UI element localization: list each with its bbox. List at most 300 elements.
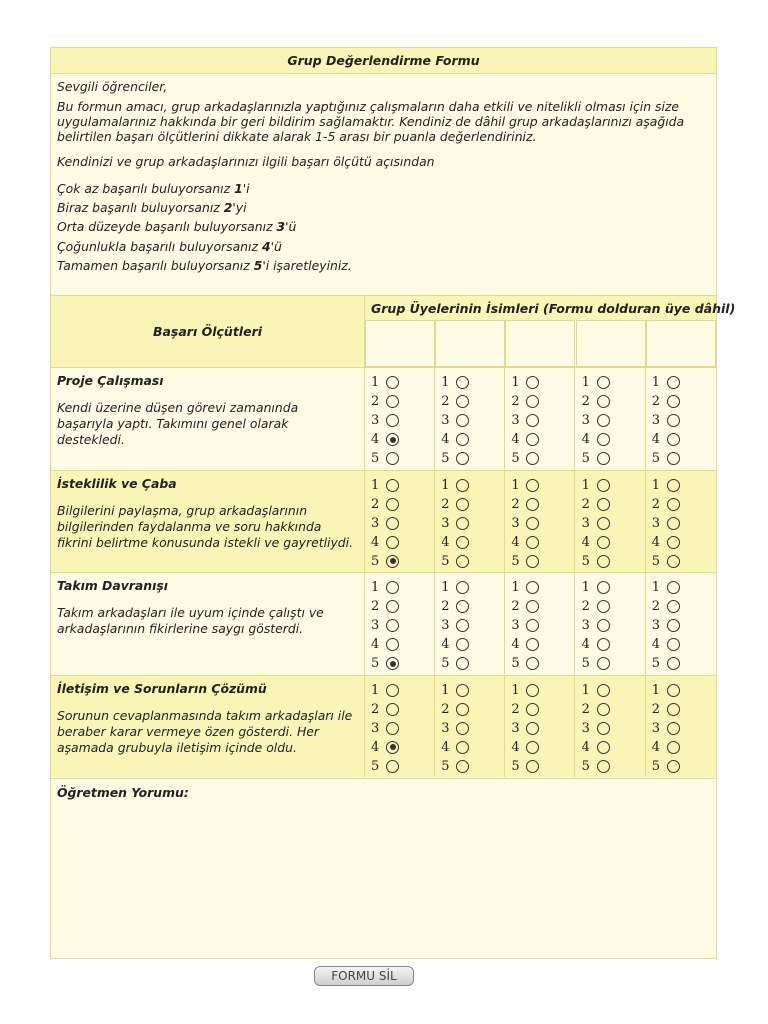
radio-button[interactable] <box>597 414 610 427</box>
rating-option[interactable] <box>652 373 680 392</box>
radio-button[interactable] <box>597 684 610 697</box>
radio-button[interactable] <box>667 555 680 568</box>
rating-group <box>435 573 505 674</box>
radio-button[interactable] <box>667 395 680 408</box>
radio-button[interactable] <box>667 722 680 735</box>
rating-number: 3 <box>441 515 450 531</box>
rating-number: 3 <box>371 413 380 428</box>
radio-button[interactable] <box>386 760 399 773</box>
rating-option[interactable] <box>511 719 539 738</box>
rating-option[interactable] <box>511 757 539 776</box>
rating-option[interactable] <box>371 597 399 616</box>
radio-button[interactable] <box>456 479 469 492</box>
rating-number: 1 <box>511 682 520 698</box>
radio-button[interactable] <box>526 376 539 389</box>
radio-button[interactable] <box>667 703 680 716</box>
rating-option[interactable] <box>652 449 680 468</box>
form-title: Grup Değerlendirme Formu <box>51 48 716 74</box>
radio-button[interactable] <box>667 433 680 446</box>
rating-group <box>505 676 575 777</box>
rating-number: 4 <box>651 739 661 755</box>
rating-option[interactable] <box>582 635 610 654</box>
rating-number: 4 <box>441 739 450 755</box>
rating-number: 1 <box>651 682 661 698</box>
radio-button[interactable] <box>456 722 469 735</box>
radio-button[interactable] <box>456 498 469 511</box>
rating-option[interactable] <box>652 681 680 700</box>
rating-option[interactable] <box>441 495 469 514</box>
radio-button[interactable] <box>456 760 469 773</box>
radio-button[interactable] <box>597 722 610 735</box>
radio-button[interactable] <box>526 722 539 735</box>
rating-number: 5 <box>581 553 590 569</box>
criterion-title: Proje Çalışması <box>57 373 164 388</box>
rating-number: 4 <box>651 432 661 447</box>
rating-option[interactable] <box>582 552 610 571</box>
criterion-description: Bilgilerini paylaşma, grup arkadaşlarının bilgilerinden faydalanma ve soru hakkında fikrini belirtme konusunda istekli ve gayretliydi. <box>57 502 354 550</box>
rating-option[interactable] <box>511 635 539 654</box>
rating-option[interactable] <box>441 654 469 673</box>
member-name-cell[interactable] <box>435 320 505 367</box>
radio-button[interactable] <box>456 741 469 754</box>
rating-number: 4 <box>651 637 661 653</box>
rating-option[interactable] <box>441 700 469 719</box>
scale-number: 3 <box>276 219 286 235</box>
rating-option[interactable] <box>511 738 539 757</box>
rating-number: 5 <box>511 553 520 569</box>
radio-button[interactable] <box>456 619 469 632</box>
rating-option[interactable] <box>582 411 610 430</box>
rating-number: 4 <box>511 637 520 653</box>
rating-option[interactable] <box>371 533 399 552</box>
radio-button[interactable] <box>667 619 680 632</box>
radio-button[interactable] <box>597 741 610 754</box>
radio-button[interactable] <box>526 619 539 632</box>
rating-option[interactable] <box>511 654 539 673</box>
rating-group <box>576 676 646 777</box>
rating-number: 5 <box>651 553 661 569</box>
rating-option[interactable] <box>371 681 399 700</box>
radio-button[interactable] <box>386 638 399 651</box>
teacher-comment-area[interactable] <box>51 778 716 958</box>
rating-group <box>435 471 505 572</box>
rating-option[interactable] <box>441 449 469 468</box>
rating-option[interactable] <box>511 681 539 700</box>
radio-button[interactable] <box>597 376 610 389</box>
rating-option[interactable] <box>511 411 539 430</box>
rating-number: 3 <box>581 618 590 634</box>
criterion-description: Kendi üzerine düşen görevi zamanında başarıyla yaptı. Takımını genel olarak destekledi. <box>57 400 299 447</box>
rating-option[interactable] <box>582 449 610 468</box>
member-name-cell[interactable] <box>505 320 575 367</box>
rating-number: 5 <box>371 451 380 466</box>
rating-option[interactable] <box>371 430 399 449</box>
rating-option[interactable] <box>371 514 399 533</box>
rating-number: 4 <box>441 534 450 550</box>
rating-option[interactable] <box>441 738 469 757</box>
rating-number: 1 <box>371 375 380 390</box>
rating-option[interactable] <box>441 681 469 700</box>
radio-button[interactable] <box>526 703 539 716</box>
rating-number: 1 <box>511 477 520 493</box>
rating-group <box>365 471 435 572</box>
rating-number: 4 <box>581 432 590 447</box>
radio-button[interactable] <box>526 760 539 773</box>
radio-button[interactable] <box>386 684 399 697</box>
criterion-title: Takım Davranışı <box>57 578 168 594</box>
rating-option[interactable] <box>371 476 399 495</box>
radio-button[interactable] <box>386 536 399 549</box>
radio-button[interactable] <box>456 581 469 594</box>
scale-number: 1 <box>234 181 243 196</box>
members-header: Grup Üyelerinin İsimleri (Formu dolduran üye dâhil) <box>365 295 716 320</box>
radio-button[interactable] <box>386 479 399 492</box>
radio-button[interactable] <box>456 703 469 716</box>
greeting: Sevgili öğrenciler, <box>57 79 168 94</box>
rating-group <box>505 368 575 469</box>
rating-option[interactable] <box>652 635 680 654</box>
radio-button[interactable] <box>526 581 539 594</box>
rating-number: 4 <box>371 637 380 653</box>
radio-button[interactable] <box>526 741 539 754</box>
radio-button[interactable] <box>597 638 610 651</box>
rating-number: 5 <box>511 758 520 774</box>
radio-button[interactable] <box>667 760 680 773</box>
radio-button[interactable] <box>667 600 680 613</box>
rating-option[interactable] <box>441 476 469 495</box>
rating-option[interactable] <box>371 757 399 776</box>
rating-number: 2 <box>581 701 590 717</box>
rating-group <box>576 368 646 469</box>
radio-button[interactable] <box>456 638 469 651</box>
radio-button[interactable] <box>456 452 469 465</box>
radio-button[interactable] <box>386 581 399 594</box>
scale-suffix: 'yi <box>232 200 247 216</box>
rating-number: 5 <box>581 656 590 672</box>
radio-button[interactable] <box>386 741 399 754</box>
radio-button[interactable] <box>386 498 399 511</box>
rating-option[interactable] <box>511 616 539 635</box>
rating-number: 1 <box>371 580 380 596</box>
radio-button[interactable] <box>667 376 680 389</box>
rating-option[interactable] <box>511 449 539 468</box>
radio-button[interactable] <box>386 395 399 408</box>
rating-option[interactable] <box>582 476 610 495</box>
criterion-description: Takım arkadaşları ile uyum içinde çalıştı ve arkadaşlarının fikirlerine saygı gösterdi. <box>57 605 324 637</box>
rating-number: 3 <box>651 720 661 736</box>
radio-button[interactable] <box>667 414 680 427</box>
rating-option[interactable] <box>441 597 469 616</box>
rating-option[interactable] <box>441 430 469 449</box>
radio-button[interactable] <box>526 479 539 492</box>
rating-option[interactable] <box>441 373 469 392</box>
rating-number: 3 <box>651 515 661 531</box>
rating-number: 4 <box>581 739 590 755</box>
rating-number: 1 <box>441 477 450 493</box>
radio-button[interactable] <box>526 414 539 427</box>
radio-button[interactable] <box>597 395 610 408</box>
rating-number: 5 <box>371 758 380 774</box>
rating-option[interactable] <box>511 392 539 411</box>
rating-option[interactable] <box>371 373 399 392</box>
rating-option[interactable] <box>652 411 680 430</box>
radio-button[interactable] <box>597 555 610 568</box>
rating-option[interactable] <box>441 514 469 533</box>
rating-number: 3 <box>441 618 450 634</box>
radio-button[interactable] <box>386 657 399 670</box>
radio-button[interactable] <box>456 433 469 446</box>
rating-option[interactable] <box>652 430 680 449</box>
rating-option[interactable] <box>652 738 680 757</box>
radio-button[interactable] <box>526 555 539 568</box>
rating-number: 2 <box>371 496 380 512</box>
radio-button[interactable] <box>667 517 680 530</box>
rating-option[interactable] <box>511 533 539 552</box>
rating-number: 1 <box>371 477 380 493</box>
rating-number: 3 <box>651 413 661 428</box>
radio-button[interactable] <box>386 414 399 427</box>
radio-button[interactable] <box>597 581 610 594</box>
member-name-cell[interactable] <box>576 320 646 367</box>
rating-option[interactable] <box>371 738 399 757</box>
radio-button[interactable] <box>526 433 539 446</box>
radio-button[interactable] <box>386 517 399 530</box>
radio-button[interactable] <box>456 395 469 408</box>
rating-option[interactable] <box>371 495 399 514</box>
rating-option[interactable] <box>652 495 680 514</box>
rating-number: 1 <box>651 477 661 493</box>
rating-group <box>365 573 435 674</box>
radio-button[interactable] <box>667 657 680 670</box>
clear-form-button[interactable]: FORMU SİL <box>314 966 414 986</box>
rating-option[interactable] <box>441 616 469 635</box>
radio-button[interactable] <box>526 600 539 613</box>
rating-number: 2 <box>441 496 450 512</box>
radio-button[interactable] <box>456 555 469 568</box>
rating-option[interactable] <box>511 495 539 514</box>
rating-option[interactable] <box>441 635 469 654</box>
rating-option[interactable] <box>652 597 680 616</box>
rating-number: 3 <box>371 515 380 531</box>
radio-button[interactable] <box>456 517 469 530</box>
rating-option[interactable] <box>582 738 610 757</box>
scale-text: Tamamen başarılı buluyorsanız <box>57 257 254 273</box>
rating-group <box>646 573 716 674</box>
rating-number: 5 <box>651 656 661 672</box>
rating-option[interactable] <box>652 757 680 776</box>
scale-text: Çok az başarılı buluyorsanız <box>57 181 235 196</box>
rating-option[interactable] <box>371 578 399 597</box>
radio-button[interactable] <box>667 452 680 465</box>
rating-option[interactable] <box>511 514 539 533</box>
rating-option[interactable] <box>582 578 610 597</box>
radio-button[interactable] <box>667 536 680 549</box>
rating-number: 5 <box>651 758 661 774</box>
rating-group <box>576 471 646 572</box>
radio-button[interactable] <box>456 600 469 613</box>
rating-number: 4 <box>441 432 450 447</box>
radio-button[interactable] <box>526 452 539 465</box>
rating-option[interactable] <box>582 616 610 635</box>
radio-button[interactable] <box>456 414 469 427</box>
rating-number: 2 <box>511 599 520 615</box>
rating-number: 3 <box>581 515 590 531</box>
scale-number: 2 <box>223 200 233 216</box>
radio-button[interactable] <box>456 536 469 549</box>
radio-button[interactable] <box>597 619 610 632</box>
intro-paragraph: Bu formun amacı, grup arkadaşlarınızla yaptığınız çalışmaların daha etkili ve nitelikli olması için size uygulamalarınız hakkında bir geri bildirim sağlamaktır. Kendiniz de dâhil grup arkadaşlarınızı aşağıda belirtilen başarı ölçütlerini dikkate alarak 1-5 arası bir puanla değerlendiriniz. <box>57 99 685 144</box>
rating-option[interactable] <box>441 533 469 552</box>
radio-button[interactable] <box>526 638 539 651</box>
radio-button[interactable] <box>526 517 539 530</box>
rating-option[interactable] <box>582 430 610 449</box>
scale-line <box>57 256 709 275</box>
rating-option[interactable] <box>441 719 469 738</box>
radio-button[interactable] <box>386 722 399 735</box>
rating-option[interactable] <box>371 654 399 673</box>
rating-option[interactable] <box>511 552 539 571</box>
criterion-cell <box>51 368 365 469</box>
rating-number: 1 <box>441 580 450 596</box>
rating-option[interactable] <box>441 757 469 776</box>
radio-button[interactable] <box>597 517 610 530</box>
radio-button[interactable] <box>386 703 399 716</box>
rating-option[interactable] <box>371 700 399 719</box>
rating-option[interactable] <box>652 700 680 719</box>
rating-option[interactable] <box>582 597 610 616</box>
rating-number: 2 <box>581 496 590 512</box>
rating-option[interactable] <box>652 719 680 738</box>
member-name-cell[interactable] <box>646 320 716 367</box>
rating-option[interactable] <box>582 392 610 411</box>
rating-option[interactable] <box>371 449 399 468</box>
rating-option[interactable] <box>441 411 469 430</box>
rating-option[interactable] <box>582 681 610 700</box>
radio-button[interactable] <box>597 479 610 492</box>
rating-number: 3 <box>511 720 520 736</box>
radio-button[interactable] <box>386 600 399 613</box>
rating-number: 1 <box>581 580 590 596</box>
rating-option[interactable] <box>511 476 539 495</box>
rating-option[interactable] <box>511 578 539 597</box>
rating-number: 5 <box>651 451 661 466</box>
rating-group <box>435 676 505 777</box>
rating-group <box>365 368 435 469</box>
rating-option[interactable] <box>652 533 680 552</box>
rating-number: 4 <box>651 534 661 550</box>
rating-number: 1 <box>511 580 520 596</box>
radio-button[interactable] <box>667 479 680 492</box>
rating-option[interactable] <box>371 635 399 654</box>
rating-number: 4 <box>371 432 380 447</box>
scale-text: Çoğunlukla başarılı buluyorsanız <box>57 238 262 254</box>
rating-option[interactable] <box>371 719 399 738</box>
radio-button[interactable] <box>386 555 399 568</box>
radio-button[interactable] <box>667 581 680 594</box>
rating-option[interactable] <box>371 552 399 571</box>
radio-button[interactable] <box>456 657 469 670</box>
intro-text <box>57 79 709 275</box>
rating-number: 3 <box>371 618 380 634</box>
rating-option[interactable] <box>371 616 399 635</box>
rating-group <box>576 573 646 674</box>
rating-option[interactable] <box>582 514 610 533</box>
rating-option[interactable] <box>441 552 469 571</box>
radio-button[interactable] <box>526 498 539 511</box>
rating-option[interactable] <box>652 392 680 411</box>
rating-option[interactable] <box>582 757 610 776</box>
rating-option[interactable] <box>652 552 680 571</box>
rating-option[interactable] <box>652 514 680 533</box>
criterion-description: Sorunun cevaplanmasında takım arkadaşları ile beraber karar vermeye özen gösterdi. Her aşamada grubuyla iletişim içinde oldu. <box>57 707 353 755</box>
rating-number: 5 <box>441 553 450 569</box>
rating-option[interactable] <box>582 373 610 392</box>
scale-suffix: 'ü <box>270 238 282 254</box>
rating-number: 1 <box>511 375 520 390</box>
radio-button[interactable] <box>597 498 610 511</box>
rating-option[interactable] <box>511 700 539 719</box>
rating-option[interactable] <box>582 495 610 514</box>
rating-option[interactable] <box>582 719 610 738</box>
rating-option[interactable] <box>441 578 469 597</box>
radio-button[interactable] <box>386 452 399 465</box>
rating-option[interactable] <box>652 616 680 635</box>
radio-button[interactable] <box>597 760 610 773</box>
rating-number: 4 <box>441 637 450 653</box>
rating-option[interactable] <box>582 654 610 673</box>
radio-button[interactable] <box>386 376 399 389</box>
member-name-cell[interactable] <box>365 320 435 367</box>
radio-button[interactable] <box>456 684 469 697</box>
rating-option[interactable] <box>511 373 539 392</box>
radio-button[interactable] <box>597 600 610 613</box>
radio-button[interactable] <box>597 703 610 716</box>
radio-button[interactable] <box>667 638 680 651</box>
radio-button[interactable] <box>667 498 680 511</box>
radio-button[interactable] <box>386 433 399 446</box>
radio-button[interactable] <box>667 741 680 754</box>
radio-button[interactable] <box>386 619 399 632</box>
rating-option[interactable] <box>371 411 399 430</box>
rating-option[interactable] <box>511 430 539 449</box>
rating-number: 1 <box>441 375 450 390</box>
radio-button[interactable] <box>597 452 610 465</box>
rating-option[interactable] <box>582 533 610 552</box>
radio-button[interactable] <box>526 657 539 670</box>
radio-button[interactable] <box>597 433 610 446</box>
rating-option[interactable] <box>441 392 469 411</box>
rating-number: 2 <box>441 701 450 717</box>
rating-number: 2 <box>651 599 661 615</box>
radio-button[interactable] <box>526 536 539 549</box>
radio-button[interactable] <box>526 395 539 408</box>
radio-button[interactable] <box>667 684 680 697</box>
rating-option[interactable] <box>652 654 680 673</box>
rating-option[interactable] <box>652 578 680 597</box>
rating-number: 1 <box>441 682 450 698</box>
radio-button[interactable] <box>597 657 610 670</box>
rating-option[interactable] <box>371 392 399 411</box>
radio-button[interactable] <box>456 376 469 389</box>
radio-button[interactable] <box>597 536 610 549</box>
rating-option[interactable] <box>582 700 610 719</box>
radio-button[interactable] <box>526 684 539 697</box>
rating-number: 2 <box>441 394 450 409</box>
rating-option[interactable] <box>652 476 680 495</box>
rating-option[interactable] <box>511 597 539 616</box>
criterion-row <box>51 470 716 572</box>
rating-number: 2 <box>511 701 520 717</box>
